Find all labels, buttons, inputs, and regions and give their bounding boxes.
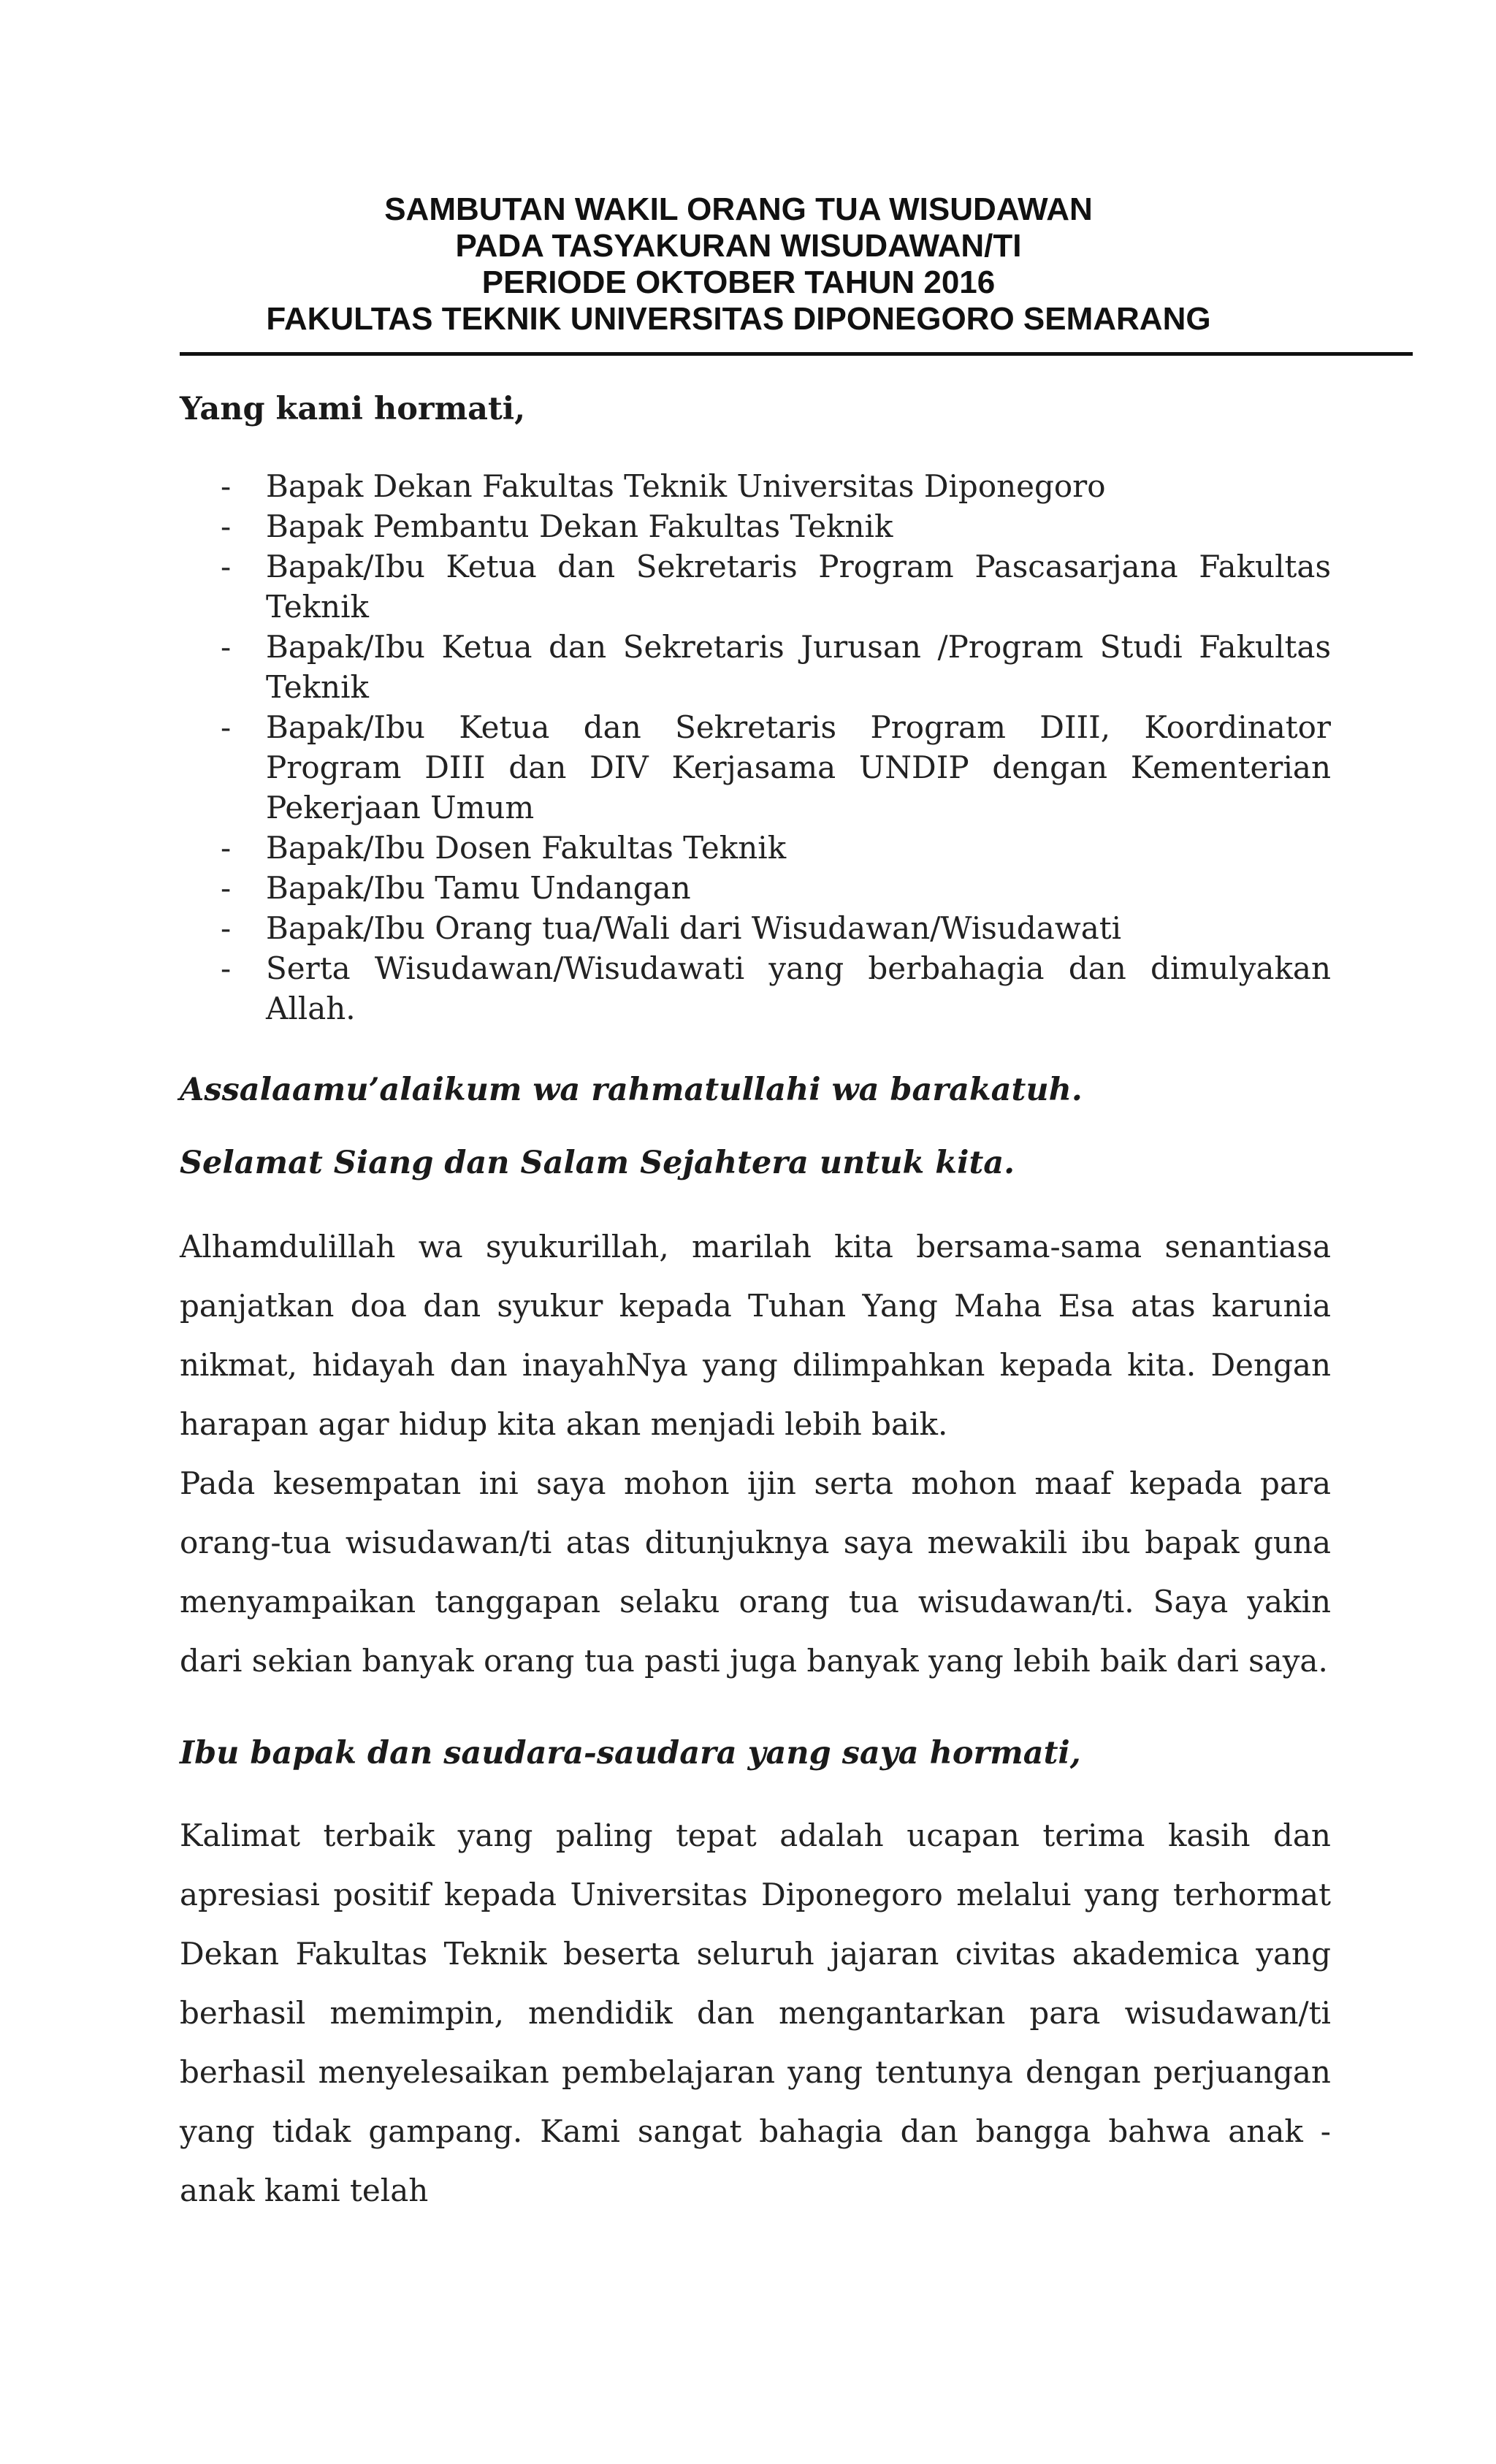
list-item-text: Bapak Pembantu Dekan Fakultas Teknik: [266, 508, 893, 544]
list-item-text: Bapak/Ibu Tamu Undangan: [266, 870, 691, 906]
title-line-1: SAMBUTAN WAKIL ORANG TUA WISUDAWAN: [384, 191, 1093, 227]
list-item-text: Bapak/Ibu Ketua dan Sekretaris Program DIII, Koordinator Program DIII dan DIV Kerjasama UNDIP dengan Kementerian Pekerjaan Umum: [266, 709, 1331, 825]
list-dash: -: [221, 709, 232, 745]
list-dash: -: [221, 629, 232, 665]
section-greeting: Ibu bapak dan saudara-saudara yang saya hormati,: [180, 1735, 1081, 1771]
list-item-text: Bapak Dekan Fakultas Teknik Universitas Diponegoro: [266, 468, 1106, 504]
paragraph-permission: Pada kesempatan ini saya mohon ijin serta mohon maaf kepada para orang-tua wisudawan/ti atas ditunjuknya saya mewakili ibu bapak guna menyampaikan tanggapan selaku orang tua wisudawan/ti. Saya yakin dari sekian banyak orang tua pasti juga banyak yang lebih baik dari saya.: [180, 1465, 1331, 1679]
list-dash: -: [221, 910, 232, 946]
salutation: Yang kami hormati,: [180, 391, 526, 427]
list-item: [221, 627, 1331, 707]
title-line-2: PADA TASYAKURAN WISUDAWAN/TI: [455, 228, 1022, 264]
list-item: [221, 546, 1331, 627]
list-dash: -: [221, 468, 232, 504]
list-dash: -: [221, 950, 232, 986]
list-dash: -: [221, 508, 232, 544]
list-item-text: Serta Wisudawan/Wisudawati yang berbahagia dan dimulyakan Allah.: [266, 950, 1331, 1026]
list-item-text: Bapak/Ibu Orang tua/Wali dari Wisudawan/Wisudawati: [266, 910, 1122, 946]
list-item-text: Bapak/Ibu Dosen Fakultas Teknik: [266, 830, 787, 866]
general-greeting: Selamat Siang dan Salam Sejahtera untuk kita.: [180, 1145, 1015, 1181]
list-item: [221, 707, 1331, 828]
list-item-text: Bapak/Ibu Ketua dan Sekretaris Program Pascasarjana Fakultas Teknik: [266, 549, 1331, 625]
list-item: [221, 908, 1331, 948]
list-item-text: Bapak/Ibu Ketua dan Sekretaris Jurusan /Program Studi Fakultas Teknik: [266, 629, 1331, 705]
paragraph-gratitude: Alhamdulillah wa syukurillah, marilah kita bersama-sama senantiasa panjatkan doa dan syukur kepada Tuhan Yang Maha Esa atas karunia nikmat, hidayah dan inayahNya yang dilimpahkan kepada kita. Dengan harapan agar hidup kita akan menjadi lebih baik.: [180, 1229, 1331, 1442]
list-dash: -: [221, 549, 232, 584]
title-line-4: FAKULTAS TEKNIK UNIVERSITAS DIPONEGORO SEMARANG: [266, 301, 1211, 337]
document-title: [180, 191, 1297, 337]
list-item: [221, 868, 1331, 908]
list-item: [221, 828, 1331, 868]
islamic-greeting: Assalaamu’alaikum wa rahmatullahi wa barakatuh.: [180, 1072, 1083, 1108]
addressee-list: [221, 466, 1331, 1029]
title-line-3: PERIODE OKTOBER TAHUN 2016: [481, 264, 996, 300]
list-item: [221, 948, 1331, 1029]
list-dash: -: [221, 870, 232, 906]
list-item: [221, 466, 1331, 506]
title-underline: [180, 352, 1413, 356]
list-item: [221, 506, 1331, 546]
list-dash: -: [221, 830, 232, 866]
paragraph-appreciation: Kalimat terbaik yang paling tepat adalah ucapan terima kasih dan apresiasi positif kepada Universitas Diponegoro melalui yang terhormat Dekan Fakultas Teknik beserta seluruh jajaran civitas akademica yang berhasil memimpin, mendidik dan mengantarkan para wisudawan/ti berhasil menyelesaikan pembelajaran yang tentunya dengan perjuangan yang tidak gampang. Kami sangat bahagia dan bangga bahwa anak - anak kami telah: [180, 1818, 1331, 2208]
